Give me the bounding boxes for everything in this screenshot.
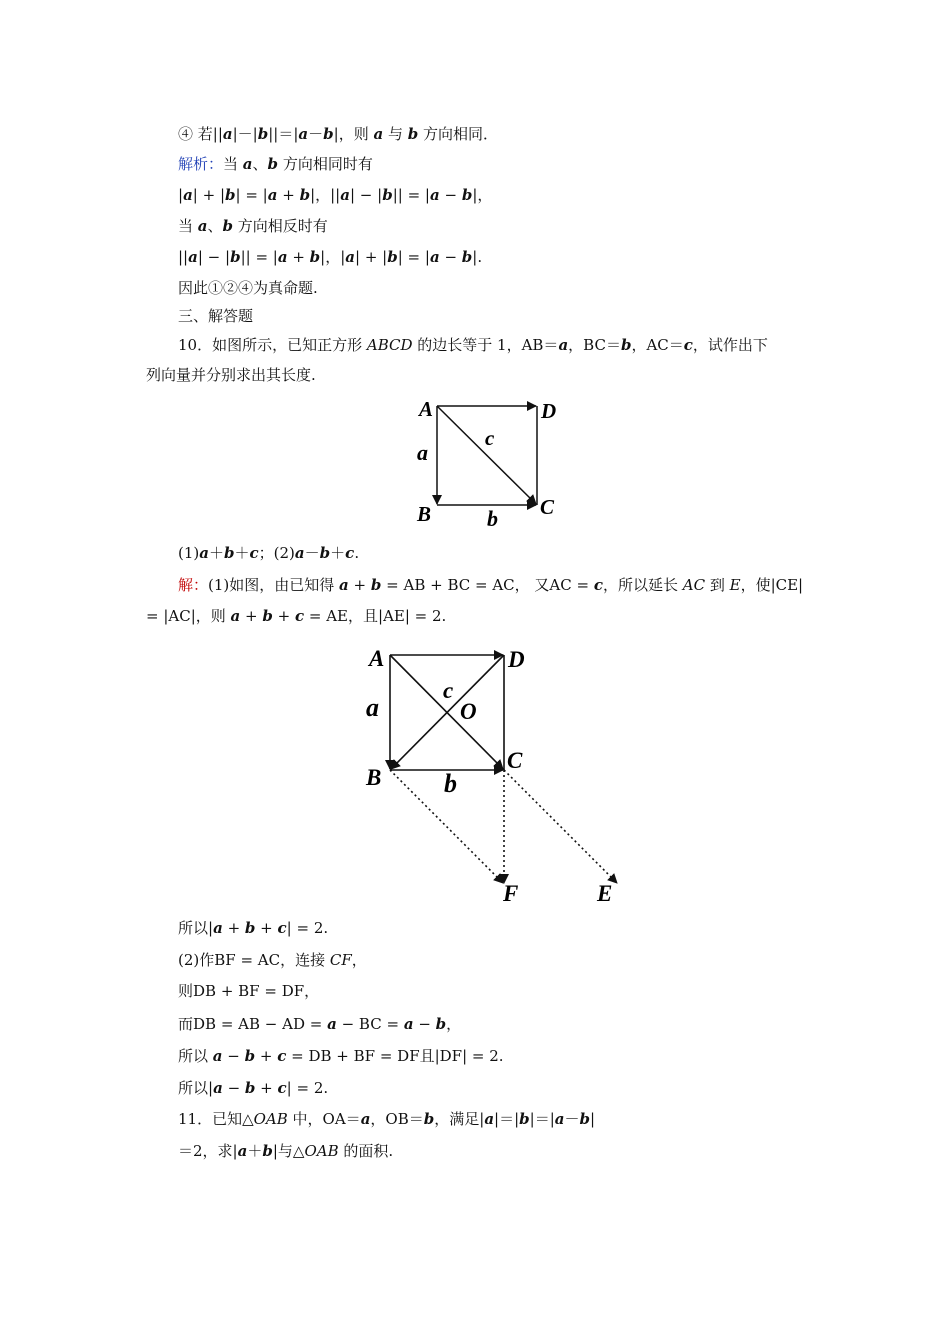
analysis-line-3: ||a| − |b|| = |a + b|，|a| + |b| = |a − b|. — [178, 248, 483, 266]
point-A: A — [369, 646, 385, 671]
solution-line-5: 所以 a − b + c = DB + BF = DF且|DF| = 2. — [178, 1047, 504, 1065]
solution-line-1: 解：(1)如图，由已知得 a + b = AB + BC = AC， 又AC = c，所以延长 AC 到 E，使|CE| — [178, 576, 804, 594]
problem-11-line-1: 11．已知△OAB 中，OA＝a，OB＝b，满足|a|＝|b|＝|a－b| — [178, 1110, 596, 1128]
vector-AC — [437, 406, 536, 504]
analysis-line-2: 当 a、b 方向相反时有 — [178, 217, 328, 235]
point-C: C — [540, 495, 555, 519]
point-D: D — [508, 647, 525, 672]
solution-result-2: 所以|a − b + c| = 2. — [178, 1079, 329, 1097]
point-A: A — [419, 397, 434, 421]
figure-square-2 — [355, 640, 640, 910]
label-b: b — [444, 769, 457, 798]
solution-part-2: (2)作BF = AC，连接 CF， — [178, 951, 367, 969]
label-a: a — [366, 693, 379, 722]
point-B: B — [417, 502, 432, 526]
section-title: 三、解答题 — [178, 307, 254, 325]
point-D: D — [541, 399, 557, 423]
vector-CE — [504, 770, 617, 883]
point-E: E — [597, 881, 613, 906]
label-c: c — [485, 426, 495, 450]
point-B: B — [366, 765, 382, 790]
label-b: b — [487, 506, 498, 531]
figure-square-1 — [405, 390, 585, 535]
point-O: O — [460, 699, 477, 724]
problem-11-line-2: ＝2，求|a＋b|与△OAB 的面积. — [178, 1142, 394, 1160]
analysis-line-1: |a| + |b| = |a + b|，||a| − |b|| = |a − b|， — [178, 186, 493, 204]
problem-10-line-2: 列向量并分别求出其长度. — [146, 366, 316, 384]
item-4: ④ 若||a|－|b||＝|a－b|，则 a 与 b 方向相同． — [178, 125, 499, 143]
point-C: C — [507, 748, 523, 773]
analysis-conclusion: 因此①②④为真命题. — [178, 279, 318, 297]
problem-10-parts: (1)a＋b＋c；(2)a－b＋c. — [178, 544, 360, 562]
point-F: F — [503, 881, 519, 906]
label-c: c — [443, 678, 454, 703]
solution-line-2: = |AC|，则 a + b + c = AE，且|AE| = 2. — [146, 607, 447, 625]
problem-10-line-1: 10．如图所示，已知正方形 ABCD 的边长等于 1，AB＝a，BC＝b，AC＝c，试作出下 — [178, 336, 768, 354]
label-a: a — [417, 440, 428, 465]
solution-line-3: 则DB + BF = DF， — [178, 982, 320, 1000]
analysis-heading: 解析：当 a、b 方向相同时有 — [178, 155, 373, 173]
solution-line-4: 而DB = AB − AD = a − BC = a − b， — [178, 1015, 462, 1033]
solution-result-1: 所以|a + b + c| = 2. — [178, 919, 329, 937]
